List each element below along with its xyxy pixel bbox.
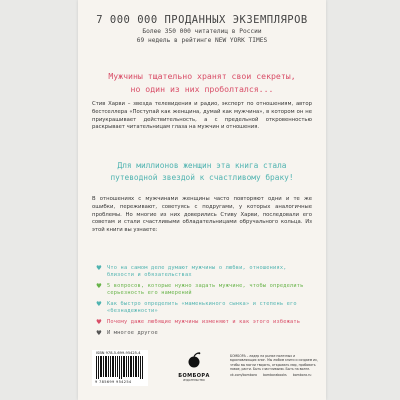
list-item-text: 5 вопросов, которые нужно задать мужчине, чтобы определить серьезность его намерений <box>107 283 304 296</box>
list-item <box>96 265 316 279</box>
publisher-subtitle: ИЗДАТЕЛЬСТВО <box>183 379 205 382</box>
heart-icon: ♥ <box>96 282 102 290</box>
russian-readers: Более 350 000 читателиц в России <box>142 28 262 35</box>
body-paragraph: В отношениях с мужчинами женщины часто повторяют одни и те же ошибки, переживают, советуясь с подругами, у которых аналогичные проблемы. Но многие из них доверились Стиву Харви, последовали его советам и стали счастливыми обладательницами обручального кольца. Из этой книги вы узнаете: <box>92 196 312 234</box>
book-back-cover <box>78 0 326 400</box>
list-item-text: И многое другое <box>107 330 158 336</box>
website-link[interactable]: bombora.ru <box>292 373 312 378</box>
teaser-line-2: но один из них проболтался... <box>130 84 274 94</box>
success-line-2: путеводной звездой к счастливому браку! <box>110 173 294 182</box>
publisher-name: БОМБОРА <box>178 373 210 379</box>
publisher-imprint <box>230 354 320 377</box>
list-item <box>96 319 316 326</box>
vk-link[interactable]: vk.com/bombora <box>230 373 257 378</box>
instagram-link[interactable]: bomborabooks <box>262 373 287 378</box>
author-intro: Стив Харви – звезда телевидения и радио, эксперт по отношениям, автор бестселлера «Поступай как женщина, думай как мужчина», в котором он не приукрашивает действительность, а с предельной откровенностью раскрывает читательницам глаза на мужчин и отношения. <box>92 101 312 131</box>
sales-stats <box>78 13 326 45</box>
success-line-1: Для миллионов женщин эта книга стала <box>117 161 287 170</box>
heart-icon: ♥ <box>96 329 102 337</box>
list-item-text: Как быстро определить «маменькиного сынка» и степень его «безнадежности» <box>107 301 297 314</box>
nyt-weeks: 69 недель в рейтинге NEW YORK TIMES <box>136 37 268 44</box>
bombora-logo-icon <box>187 352 201 368</box>
list-item <box>96 330 316 337</box>
teaser-line-1: Мужчины тщательно хранят свои секреты, <box>108 71 296 81</box>
imprint-text: БОМБОРА – лидер на рынке полезных и вдохновляющих книг. Мы любим книги и создаем их, чтобы вы могли творить, открывать мир, пробовать новое, расти. Быть счастливыми. Быть на волне. <box>230 354 318 371</box>
isbn-number: ISBN 978-5-699-95425-4 <box>96 351 141 355</box>
copies-sold: 7 000 000 ПРОДАННЫХ ЭКЗЕМПЛЯРОВ <box>96 14 308 26</box>
success-heading <box>92 160 312 184</box>
list-item <box>96 301 316 315</box>
heart-icon: ♥ <box>96 318 102 326</box>
list-item <box>96 283 316 297</box>
barcode-number: 9 785699 954254 <box>95 380 132 384</box>
social-links <box>230 373 320 377</box>
heart-icon: ♥ <box>96 264 102 272</box>
benefits-list <box>96 265 316 341</box>
teaser-heading <box>92 70 312 96</box>
list-item-text: Что на самом деле думают мужчины о любви, отношениях, близости и обязательствах <box>107 265 287 278</box>
publisher-logo <box>174 352 214 382</box>
heart-icon: ♥ <box>96 300 102 308</box>
barcode-bars <box>96 356 144 379</box>
barcode <box>92 350 148 386</box>
list-item-text: Почему даже любящие мужчины изменяют и как этого избежать <box>107 319 301 325</box>
